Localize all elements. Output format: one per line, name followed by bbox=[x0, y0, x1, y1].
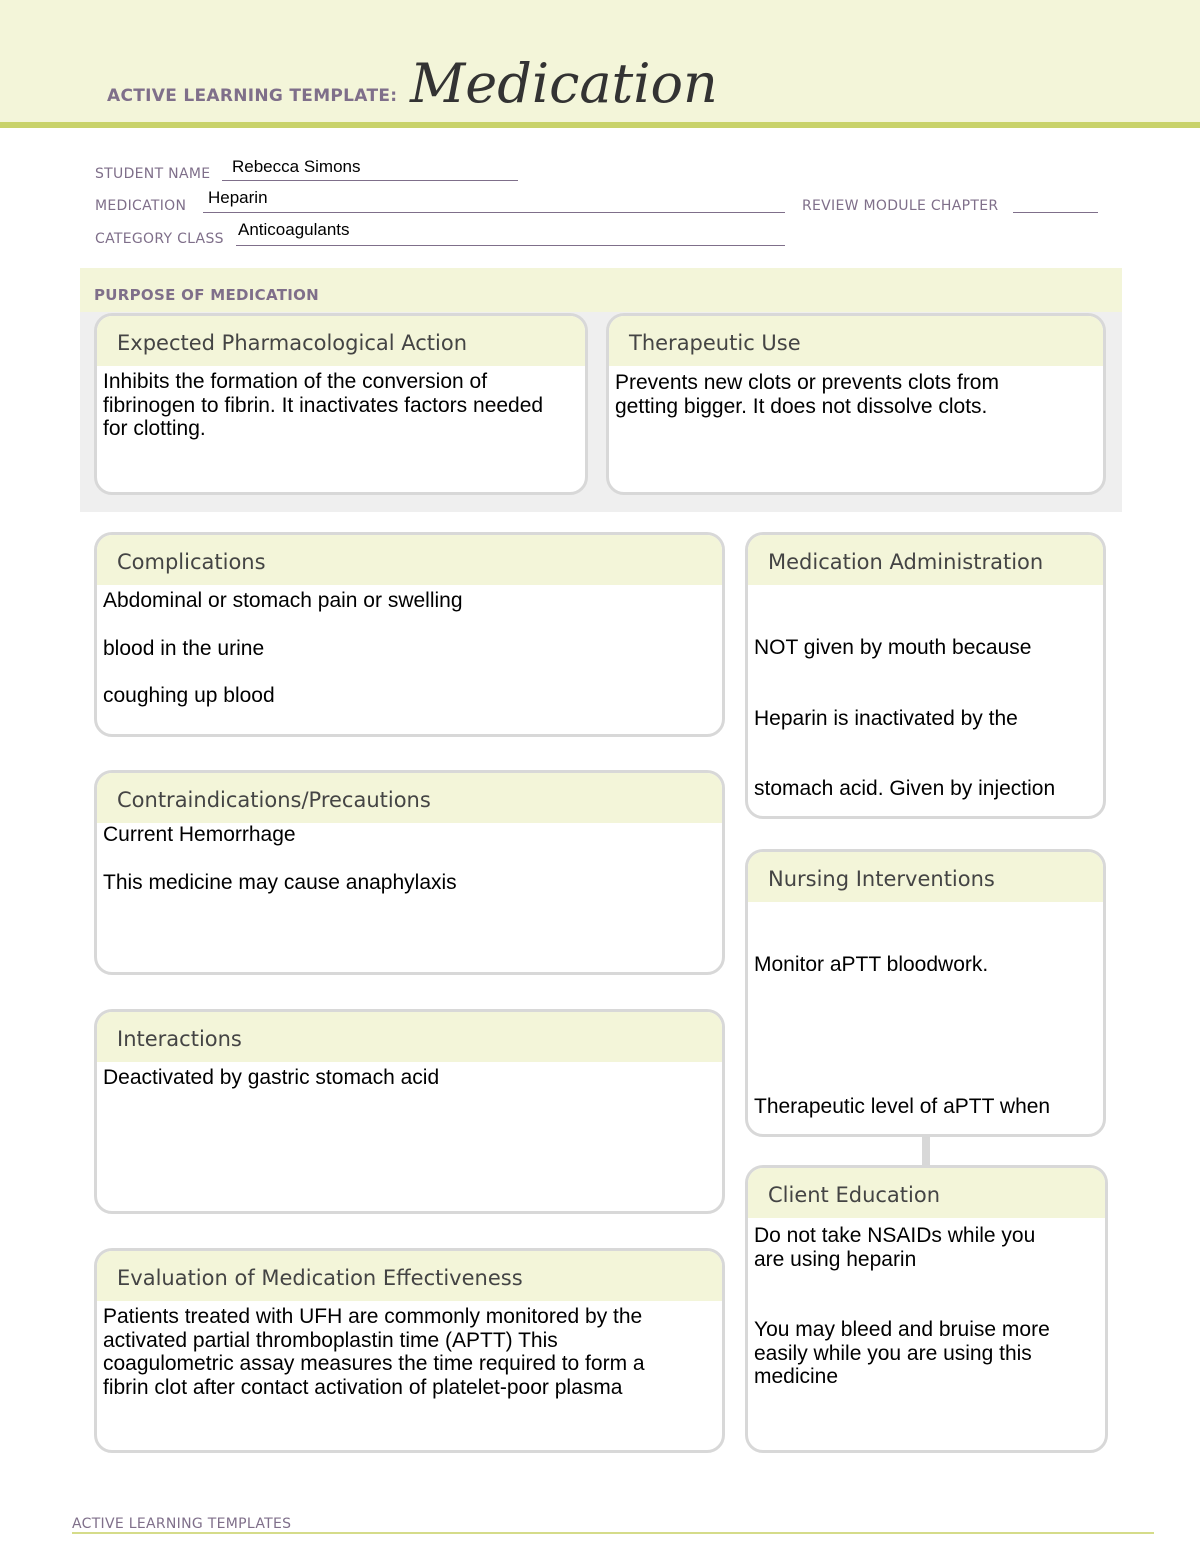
expected-action-title: Expected Pharmacological Action bbox=[97, 316, 585, 366]
contraindications-text[interactable] bbox=[97, 823, 722, 894]
complications-box bbox=[94, 532, 725, 737]
expected-action-text[interactable]: Inhibits the formation of the conversion of fibrinogen to fibrin. It inactivates factors needed for clotting. bbox=[103, 370, 544, 440]
connector-bar bbox=[922, 1134, 930, 1166]
text-line: are using heparin bbox=[754, 1247, 917, 1271]
complication-item: blood in the urine bbox=[103, 636, 265, 660]
medication-label: MEDICATION bbox=[95, 198, 187, 214]
evaluation-title: Evaluation of Medication Effectiveness bbox=[97, 1251, 722, 1301]
evaluation-box bbox=[94, 1248, 725, 1453]
text-line: coagulometric assay measures the time required to form a bbox=[103, 1352, 645, 1375]
text-line: NOT given by mouth because bbox=[754, 636, 1032, 659]
medication-line bbox=[203, 212, 785, 213]
contraindications-box bbox=[94, 770, 725, 975]
text-line: Monitor aPTT bloodwork. bbox=[754, 953, 989, 976]
interactions-box bbox=[94, 1009, 725, 1214]
text-line: easily while you are using this bbox=[754, 1341, 1032, 1365]
nursing-interventions-text[interactable] bbox=[748, 902, 1103, 1137]
medication-administration-title: Medication Administration bbox=[748, 535, 1103, 585]
complications-title: Complications bbox=[97, 535, 722, 585]
medication-administration-box bbox=[745, 532, 1106, 819]
nursing-interventions-box bbox=[745, 849, 1106, 1137]
template-label: ACTIVE LEARNING TEMPLATE: bbox=[107, 86, 398, 106]
text-line: medicine bbox=[754, 1365, 839, 1388]
header-rule bbox=[0, 122, 1200, 128]
evaluation-text[interactable] bbox=[97, 1301, 722, 1399]
student-name-label: STUDENT NAME bbox=[95, 166, 211, 182]
text-line: Heparin is inactivated by the bbox=[754, 706, 1018, 730]
client-education-box bbox=[745, 1165, 1108, 1453]
category-class-line bbox=[236, 245, 785, 246]
footer-label: ACTIVE LEARNING TEMPLATES bbox=[72, 1516, 292, 1532]
contraindication-item: Current Hemorrhage bbox=[103, 823, 296, 846]
text-line: Do not take NSAIDs while you bbox=[754, 1224, 1036, 1247]
medication-administration-text[interactable] bbox=[748, 585, 1103, 819]
complication-item: Abdominal or stomach pain or swelling bbox=[103, 589, 463, 612]
footer-rule bbox=[72, 1532, 1154, 1534]
page-title: Medication bbox=[410, 52, 718, 115]
interactions-title: Interactions bbox=[97, 1012, 722, 1062]
therapeutic-use-box bbox=[606, 313, 1106, 495]
review-module-line bbox=[1013, 212, 1098, 213]
medication-field[interactable]: Heparin bbox=[208, 188, 268, 207]
contraindication-item: This medicine may cause anaphylaxis bbox=[103, 870, 457, 894]
therapeutic-use-title: Therapeutic Use bbox=[609, 316, 1103, 366]
complication-item: coughing up blood bbox=[103, 684, 275, 707]
text-line: stomach acid. Given by injection bbox=[754, 777, 1056, 800]
text-line: Therapeutic level of aPTT when bbox=[754, 1094, 1051, 1118]
interactions-text[interactable]: Deactivated by gastric stomach acid bbox=[103, 1066, 440, 1089]
text-line: You may bleed and bruise more bbox=[754, 1318, 1050, 1341]
nursing-interventions-title: Nursing Interventions bbox=[748, 852, 1103, 902]
text-line: fibrin clot after contact activation of platelet-poor plasma bbox=[103, 1375, 623, 1399]
category-class-field[interactable]: Anticoagulants bbox=[238, 220, 350, 239]
text-line: Patients treated with UFH are commonly monitored by the bbox=[103, 1305, 643, 1328]
client-education-text[interactable] bbox=[748, 1218, 1105, 1389]
expected-action-box bbox=[94, 313, 588, 495]
student-name-line bbox=[222, 180, 518, 181]
review-module-label: REVIEW MODULE CHAPTER bbox=[802, 198, 999, 214]
complications-text[interactable] bbox=[97, 585, 722, 708]
text-line: activated partial thromboplastin time (APTT) This bbox=[103, 1328, 558, 1352]
contraindications-title: Contraindications/Precautions bbox=[97, 773, 722, 823]
category-class-label: CATEGORY CLASS bbox=[95, 231, 224, 247]
purpose-label: PURPOSE OF MEDICATION bbox=[94, 286, 320, 304]
therapeutic-use-text[interactable]: Prevents new clots or prevents clots from getting bigger. It does not dissolve clots. bbox=[615, 371, 999, 418]
client-education-title: Client Education bbox=[748, 1168, 1105, 1218]
student-name-field[interactable]: Rebecca Simons bbox=[232, 157, 361, 176]
